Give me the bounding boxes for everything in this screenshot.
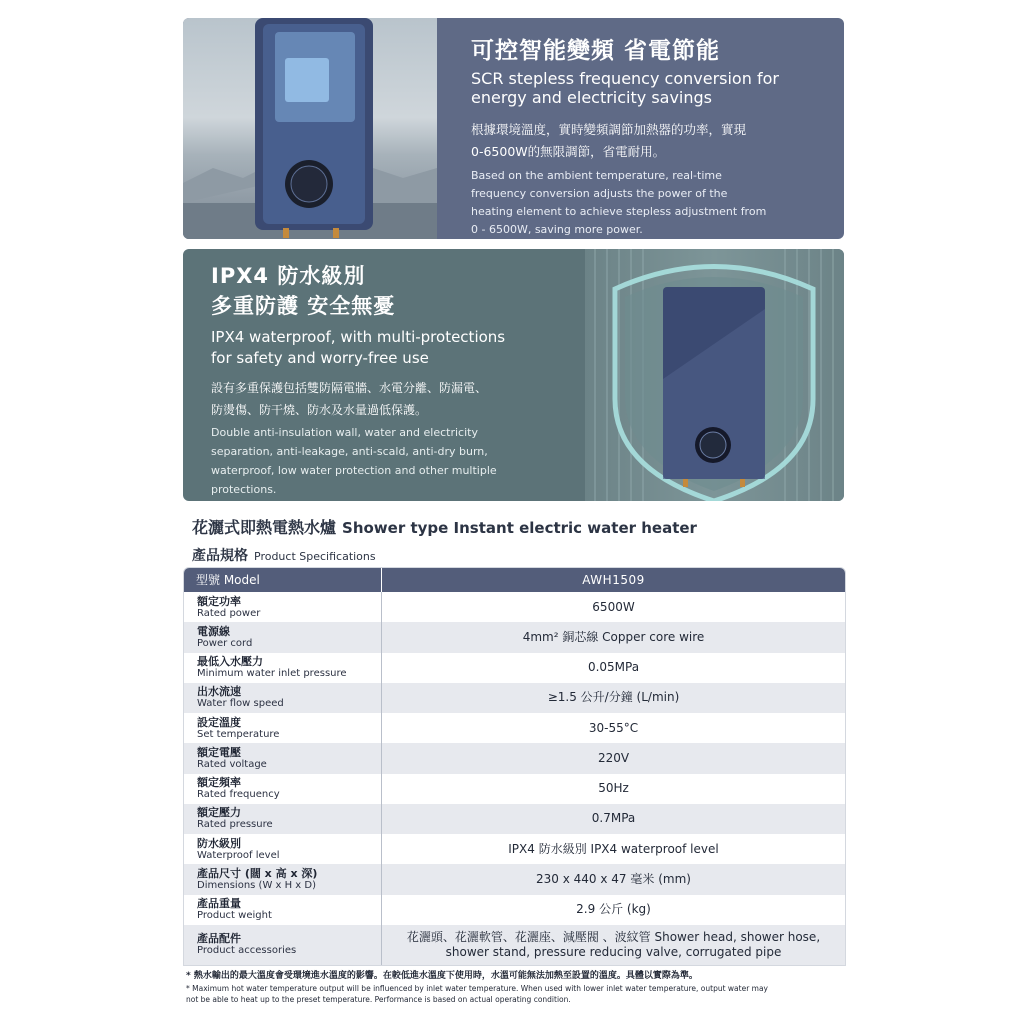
footnote-en (186, 983, 846, 1005)
table-row (184, 774, 845, 804)
spec-table (183, 567, 846, 966)
spec-value: IPX4 防水級別 IPX4 waterproof level (508, 841, 719, 856)
spec-label (184, 713, 382, 743)
spec-label-en: Product weight (197, 910, 272, 922)
feature-title-line: 多重防護 安全無憂 (211, 294, 396, 318)
spec-label-en: Rated voltage (197, 758, 267, 770)
table-row (184, 683, 845, 713)
spec-heading-zh: 產品規格 (192, 548, 248, 564)
spec-value: 6500W (592, 599, 635, 614)
description-line: 0-6500W的無限調節，省電耐用。 (471, 144, 666, 159)
spec-heading-en: Product Specifications (254, 550, 376, 563)
product-title-en: Shower type Instant electric water heater (342, 519, 697, 537)
table-body (184, 592, 845, 965)
spec-value: 0.05MPa (587, 660, 640, 675)
header-model: AWH1509 (582, 573, 645, 587)
spec-label (184, 622, 382, 652)
spec-value: ≥1.5 公升/分鐘 (L/min) (547, 690, 680, 705)
spec-label-zh: 額定電壓 (197, 745, 241, 759)
spec-label-zh: 電源線 (197, 624, 230, 638)
spec-value: 50Hz (598, 781, 629, 796)
table-row (184, 925, 845, 965)
spec-value: 0.7MPa (591, 811, 636, 826)
spec-value: 2.9 公斤 (kg) (576, 902, 651, 917)
feature-description-en (471, 167, 831, 239)
description-line: frequency conversion adjusts the power of the (471, 187, 728, 200)
spec-heading (192, 545, 376, 565)
spec-label-en: Product accessories (197, 945, 297, 957)
spec-label-en: Dimensions (W x H x D) (197, 879, 317, 891)
spec-label (184, 834, 382, 864)
feature-subtitle-line: IPX4 waterproof, with multi-protections (211, 328, 506, 346)
spec-label (184, 895, 382, 925)
description-line: 根據環境溫度，實時變頻調節加熱器的功率，實現 (471, 122, 747, 137)
heater-illustration (183, 18, 437, 239)
spec-label-zh: 額定頻率 (197, 776, 241, 790)
spec-label (184, 804, 382, 834)
description-line: 防燙傷、防干燒、防水及水量過低保護。 (211, 403, 428, 417)
feature-title: 可控智能變頻 省電節能 (471, 38, 721, 64)
spec-label-en: Minimum water inlet pressure (197, 668, 347, 680)
spec-label-zh: 最低入水壓力 (197, 655, 263, 669)
spec-value: 4mm² 銅芯線 Copper core wire (522, 629, 705, 644)
feature-subtitle-line: energy and electricity savings (471, 88, 713, 107)
spec-label-zh: 額定壓力 (197, 806, 241, 820)
feature-subtitle (471, 69, 831, 107)
footnote-line: not be able to heat up to the preset temperature. Performance is based on actual operating condition. (186, 995, 571, 1004)
spec-label (184, 743, 382, 773)
feature-subtitle-line: for safety and worry-free use (211, 349, 429, 367)
feature-title-line: IPX4 防水級別 (211, 264, 366, 288)
feature-description-zh (471, 119, 831, 163)
table-row (184, 895, 845, 925)
header-label: 型號 Model (184, 568, 382, 592)
table-row (184, 713, 845, 743)
spec-label-en: Water flow speed (197, 698, 284, 710)
description-line: Double anti-insulation wall, water and electricity (211, 426, 478, 439)
product-title (192, 515, 697, 538)
footnote-line: * Maximum hot water temperature output will be influenced by inlet water temperature. When used with lower inlet water temperature, output water may (186, 984, 769, 993)
feature-text-frequency (471, 32, 831, 239)
description-line: heating element to achieve stepless adjustment from (471, 205, 767, 218)
spec-label (184, 592, 382, 622)
spec-label (184, 683, 382, 713)
spec-label (184, 925, 382, 965)
spec-label-en: Waterproof level (197, 849, 280, 861)
spec-label-en: Rated power (197, 607, 261, 619)
table-row (184, 804, 845, 834)
table-header (184, 568, 845, 592)
spec-label (184, 864, 382, 894)
table-row (184, 592, 845, 622)
spec-value: 30-55°C (588, 720, 639, 735)
feature-panel-frequency (183, 18, 844, 239)
spec-label-zh: 額定功率 (197, 594, 241, 608)
feature-title (211, 261, 571, 321)
feature-subtitle-line: SCR stepless frequency conversion for (471, 69, 779, 88)
feature-panel-waterproof (183, 249, 844, 501)
heater-waterproof-image (585, 249, 844, 501)
feature-text-waterproof (211, 261, 571, 499)
footnote-zh: * 熱水輸出的最大溫度會受環境進水溫度的影響。在較低進水溫度下使用時，水溫可能無法加熱至設置的溫度。具體以實際為準。 (186, 971, 698, 981)
table-row (184, 653, 845, 683)
table-row (184, 743, 845, 773)
description-line: waterproof, low water protection and other multiple (211, 464, 497, 477)
feature-description-zh (211, 377, 571, 421)
spec-label-zh: 產品配件 (197, 932, 241, 946)
description-line: Based on the ambient temperature, real-time (471, 169, 722, 182)
feature-subtitle (211, 327, 571, 369)
spec-label-zh: 產品重量 (197, 897, 241, 911)
spec-label-en: Rated pressure (197, 819, 273, 831)
spec-value: 花灑頭、花灑軟管、花灑座、減壓閥 、波紋管 Shower head, shower hose, shower stand, pressure reducing valve, corrugated pipe (406, 929, 821, 959)
table-row (184, 864, 845, 894)
spec-label-zh: 防水級別 (197, 836, 241, 850)
description-line: separation, anti-leakage, anti-scald, anti-dry burn, (211, 445, 488, 458)
spec-label-zh: 產品尺寸 (闊 x 高 x 深) (197, 866, 318, 880)
spec-label (184, 774, 382, 804)
spec-label-zh: 出水流速 (197, 685, 241, 699)
feature-description-en (211, 423, 571, 499)
product-title-zh: 花灑式即熱電熱水爐 (192, 518, 337, 537)
spec-value: 220V (597, 750, 630, 765)
spec-label-en: Rated frequency (197, 789, 280, 801)
heater-internal-image (183, 18, 437, 239)
heater-shield-illustration (585, 249, 844, 501)
spec-label (184, 653, 382, 683)
description-line: 0 - 6500W, saving more power. (471, 223, 643, 236)
table-row (184, 834, 845, 864)
description-line: 設有多重保護包括雙防隔電牆、水電分離、防漏電、 (211, 381, 488, 395)
table-row (184, 622, 845, 652)
spec-label-en: Power cord (197, 637, 253, 649)
spec-label-zh: 設定溫度 (197, 715, 241, 729)
spec-label-en: Set temperature (197, 728, 280, 740)
spec-value: 230 x 440 x 47 毫米 (mm) (536, 871, 691, 886)
description-line: protections. (211, 483, 277, 496)
